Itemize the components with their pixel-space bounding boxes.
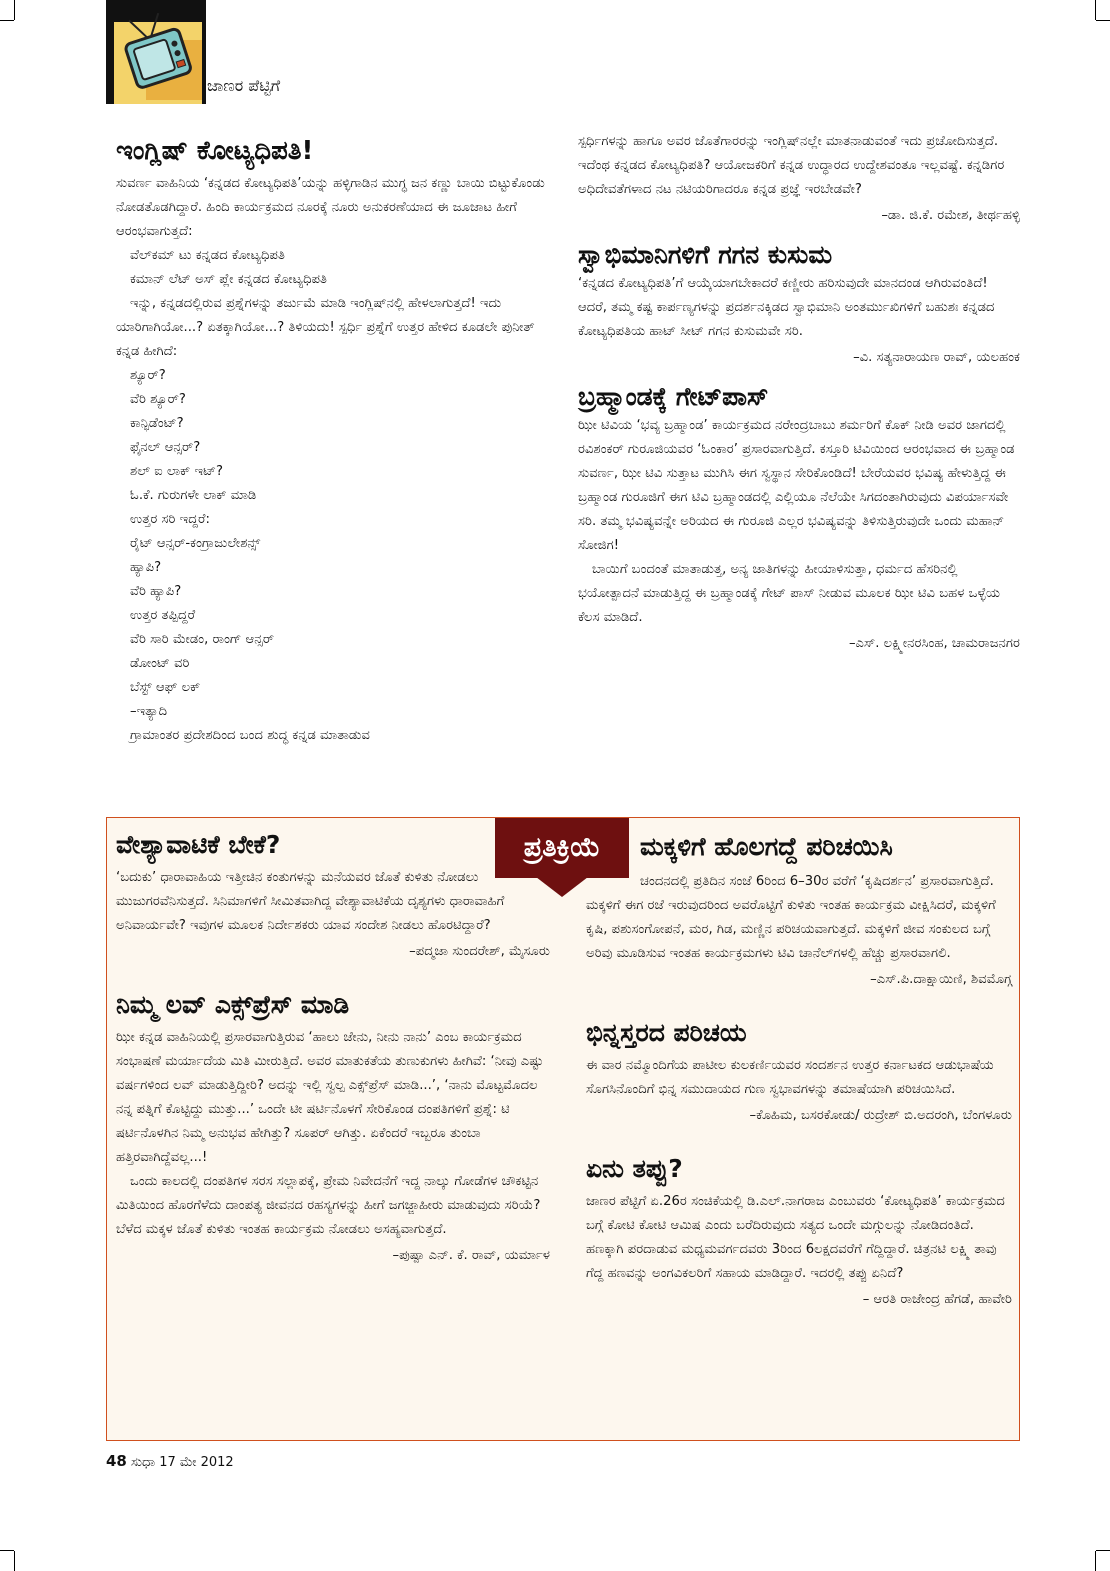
page-number: 48 [106,1452,127,1470]
letter-title: ವೇಶ್ಯಾವಾಟಿಕೆ ಬೇಕೆ? [116,830,281,859]
response-left-column [116,828,550,1278]
letter-title: ಭಿನ್ನಸ್ತರದ ಪರಿಚಯ [586,1018,747,1047]
crop-mark [1096,20,1110,21]
quote-line: ಓ.ಕೆ. ಗುರುಗಳೇ ಲಾಕ್ ಮಾಡಿ [130,488,257,503]
article-paragraph: ಝೀ ಟಿವಿಯ ‘ಭವ್ಯ ಬ್ರಹ್ಮಾಂಡ’ ಕಾರ್ಯಕ್ರಮದ ನರೇಂದ್ರಬಾಬು ಶರ್ಮರಿಗೆ ಕೊಕ್ ನೀಡಿ ಅವರ ಜಾಗದಲ್ಲಿ ರವಿಶಂಕರ್ ಗುರೂಜಿಯವರ ‘ಓಂಕಾರ’ ಪ್ರಸಾರವಾಗುತ್ತಿದೆ. ಕಸ್ತೂರಿ ಟಿವಿಯಿಂದ ಆರಂಭವಾದ ಈ ಬ್ರಹ್ಮಾಂಡ ಸುವರ್ಣ, ಝೀ ಟಿವಿ ಸುತ್ತಾಟ ಮುಗಿಸಿ ಈಗ ಸ್ವಸ್ಥಾನ ಸೇರಿಕೊಂಡಿದೆ! ಬೇರೆಯವರ ಭವಿಷ್ಯ ಹೇಳುತ್ತಿದ್ದ ಈ ಬ್ರಹ್ಮಾಂಡ ಗುರೂಜಿಗೆ ಈಗ ಟಿವಿ ಬ್ರಹ್ಮಾಂಡದಲ್ಲಿ ಎಲ್ಲಿಯೂ ನೆಲೆಯೇ ಸಿಗದಂತಾಗಿರುವುದು ವಿಪರ್ಯಾಸವೇ ಸರಿ. ತಮ್ಮ ಭವಿಷ್ಯವನ್ನೇ ಅರಿಯದ ಈ ಗುರೂಜಿ ಎಲ್ಲರ ಭವಿಷ್ಯವನ್ನು ತಿಳಿಸುತ್ತಿರುವುದೇ ಒಂದು ಮಹಾನ್ ಸೋಜಿಗ! [578,418,1015,553]
letter-title: ಏನು ತಪ್ಪು? [586,1154,683,1183]
letter-paragraph: ‘ಬದುಕು’ ಧಾರಾವಾಹಿಯ ಇತ್ತೀಚಿನ ಕಂತುಗಳನ್ನು ಮನೆಯವರ ಜೊತೆ ಕುಳಿತು ನೋಡಲು ಮುಜುಗರವೆನಿಸುತ್ತದೆ. ಸಿನಿಮಾಗಳಿಗೆ ಸೀಮಿತವಾಗಿದ್ದ ವೇಶ್ಯಾವಾಟಿಕೆಯ ದೃಶ್ಯಗಳು ಧಾರಾವಾಹಿಗೆ ಅನಿವಾರ್ಯವೇ? ಇವುಗಳ ಮೂಲಕ ನಿರ್ದೇಶಕರು ಯಾವ ಸಂದೇಶ ನೀಡಲು ಹೊರಟಿದ್ದಾರೆ? [116,870,505,933]
section-label: ಜಾಣರ ಪೆಟ್ಟಿಗೆ [207,76,281,95]
letter-title: ಮಕ್ಕಳಿಗೆ ಹೊಲಗದ್ದೆ ಪರಿಚಯಿಸಿ [640,832,893,861]
crop-mark [14,1551,15,1571]
quote-line: ವೆಲ್‌ಕಮ್ ಟು ಕನ್ನಡದ ಕೋಟ್ಯಧಿಪತಿ [130,248,285,263]
response-tag: ಪ್ರತಿಕ್ರಿಯೆ [495,818,629,878]
quote-line: ಉತ್ತರ ತಪ್ಪಿದ್ದರೆ [130,608,196,623]
right-column [578,130,1020,666]
article-paragraph: ಸುವರ್ಣ ವಾಹಿನಿಯ ‘ಕನ್ನಡದ ಕೋಟ್ಯಧಿಪತಿ’ಯನ್ನು ಹಳ್ಳಿಗಾಡಿನ ಮುಗ್ಧ ಜನ ಕಣ್ಣು ಬಾಯಿ ಬಿಟ್ಟುಕೊಂಡು ನೋಡತೊಡಗಿದ್ದಾರೆ. ಹಿಂದಿ ಕಾರ್ಯಕ್ರಮದ ನೂರಕ್ಕೆ ನೂರು ಅನುಕರಣೆಯಾದ ಈ ಜೂಜಾಟ ಹೀಗೆ ಆರಂಭವಾಗುತ್ತದೆ: [116,176,545,239]
author-signature: –ವಿ. ಸತ್ಯನಾರಾಯಣ ರಾವ್, ಯಲಹಂಕ [853,350,1020,365]
author-signature: –ಎಸ್.ಪಿ.ದಾಕ್ಷಾಯಿಣಿ, ಶಿವಮೊಗ್ಗ [870,972,1012,987]
quote-line: ಫೈನಲ್ ಆನ್ಸರ್? [130,440,201,455]
tv-logo [106,0,206,104]
page-footer [106,1452,234,1470]
quote-line: –ಇತ್ಯಾದಿ [130,704,168,719]
quote-line: ಬೆಸ್ಟ್ ಆಫ್ ಲಕ್ [130,680,201,695]
response-right-column [586,870,1012,1322]
article-paragraph: ಬಾಯಿಗೆ ಬಂದಂತೆ ಮಾತಾಡುತ್ತ, ಅನ್ಯ ಜಾತಿಗಳನ್ನು ಹೀಯಾಳಿಸುತ್ತಾ, ಧರ್ಮದ ಹೆಸರಿನಲ್ಲಿ ಭಯೋತ್ಪಾದನೆ ಮಾಡುತ್ತಿದ್ದ ಈ ಬ್ರಹ್ಮಾಂಡಕ್ಕೆ ಗೇಟ್ ಪಾಸ್ ನೀಡುವ ಮೂಲಕ ಝೀ ಟಿವಿ ಬಹಳ ಒಳ್ಳೆಯ ಕೆಲಸ ಮಾಡಿದೆ. [578,562,1001,625]
article-title: ಇಂಗ್ಲಿಷ್ ಕೋಟ್ಯಧಿಪತಿ! [116,136,314,166]
author-signature: – ಆರತಿ ರಾಜೇಂದ್ರ ಹೆಗಡೆ, ಹಾವೇರಿ [862,1292,1012,1307]
magazine-name: ಸುಧಾ [131,1455,156,1470]
quote-line: ಉತ್ತರ ಸರಿ ಇದ್ದರೆ: [130,512,210,527]
quote-line: ಕಮಾನ್ ಲೆಟ್ ಅಸ್ ಪ್ಲೇ ಕನ್ನಡದ ಕೋಟ್ಯಧಿಪತಿ [130,272,328,287]
author-signature: –ಕೊಹಿಮ, ಬಸರಕೋಡು/ ರುದ್ರೇಶ್ ಬಿ.ಅದರಂಗಿ, ಬೆಂಗಳೂರು [749,1108,1012,1123]
quote-line: ಗ್ರಾಮಾಂತರ ಪ್ರದೇಶದಿಂದ ಬಂದ ಶುದ್ಧ ಕನ್ನಡ ಮಾತಾಡುವ [130,728,370,743]
article-title: ಬ್ರಹ್ಮಾಂಡಕ್ಕೆ ಗೇಟ್‌ಪಾಸ್ [578,382,769,411]
author-signature: –ಪುಷ್ಪಾ ಎನ್. ಕೆ. ರಾವ್, ಯರ್ಮಾಳ [392,1248,550,1263]
quote-line: ಶ್ಯೂರ್? [130,368,166,383]
letter-paragraph: ಜಾಣರ ಪೆಟ್ಟಿಗೆ ಏ.26ರ ಸಂಚಿಕೆಯಲ್ಲಿ ಡಿ.ಎಲ್.ನಾಗರಾಜ ಎಂಬುವರು ‘ಕೋಟ್ಯಧಿಪತಿ’ ಕಾರ್ಯಕ್ರಮದ ಬಗ್ಗೆ ಕೋಟಿ ಕೋಟಿ ಆಮಿಷ ಎಂದು ಬರೆದಿರುವುದು ಸತ್ಯದ ಒಂದೇ ಮಗ್ಗುಲನ್ನು ನೋಡಿದಂತಿದೆ. ಹಣಕ್ಕಾಗಿ ಪರದಾಡುವ ಮಧ್ಯಮವರ್ಗದವರು 3ರಿಂದ 6ಲಕ್ಷದವರೆಗೆ ಗೆದ್ದಿದ್ದಾರೆ. ಚಿತ್ರನಟಿ ಲಕ್ಷ್ಮಿ ತಾವು ಗೆದ್ದ ಹಣವನ್ನು ಅಂಗವಿಕಲರಿಗೆ ಸಹಾಯ ಮಾಡಿದ್ದಾರೆ. ಇದರಲ್ಲಿ ತಪ್ಪು ಏನಿದೆ? [586,1194,1005,1281]
tv-icon [106,0,206,104]
letter-paragraph: ಒಂದು ಕಾಲದಲ್ಲಿ ದಂಪತಿಗಳ ಸರಸ ಸಲ್ಲಾಪಕ್ಕೆ, ಪ್ರೇಮ ನಿವೇದನೆಗೆ ಇದ್ದ ನಾಲ್ಕು ಗೋಡೆಗಳ ಚೌಕಟ್ಟಿನ ಮಿತಿಯಿಂದ ಹೊರಗೆಳೆದು ದಾಂಪತ್ಯ ಜೀವನದ ರಹಸ್ಯಗಳನ್ನು ಹೀಗೆ ಜಗಜ್ಜಾಹೀರು ಮಾಡುವುದು ಸರಿಯೆ? ಬೆಳೆದ ಮಕ್ಕಳ ಜೊತೆ ಕುಳಿತು ಇಂತಹ ಕಾರ್ಯಕ್ರಮ ನೋಡಲು ಅಸಹ್ಯವಾಗುತ್ತದೆ. [116,1174,541,1237]
quote-line: ವೆರಿ ಶ್ಯೂರ್? [130,392,186,407]
letter-paragraph: ಚಂದನದಲ್ಲಿ ಪ್ರತಿದಿನ ಸಂಜೆ 6ರಿಂದ 6–30ರ ವರೆಗೆ ‘ಕೃಷಿದರ್ಶನ’ ಪ್ರಸಾರವಾಗುತ್ತಿದೆ. ಮಕ್ಕಳಿಗೆ ಈಗ ರಜೆ ಇರುವುದರಿಂದ ಅವರೊಟ್ಟಿಗೆ ಕುಳಿತು ಇಂತಹ ಕಾರ್ಯಕ್ರಮ ವೀಕ್ಷಿಸಿದರೆ, ಮಕ್ಕಳಿಗೆ ಕೃಷಿ, ಪಶುಸಂಗೋಪನೆ, ಮರ, ಗಿಡ, ಮಣ್ಣಿನ ಪರಿಚಯವಾಗುತ್ತದೆ. ಮಕ್ಕಳಿಗೆ ಜೀವ ಸಂಕುಲದ ಬಗ್ಗೆ ಅರಿವು ಮೂಡಿಸುವ ಇಂತಹ ಕಾರ್ಯಕ್ರಮಗಳು ಟಿವಿ ಚಾನೆಲ್‌ಗಳಲ್ಲಿ ಹೆಚ್ಚು ಪ್ರಸಾರವಾಗಲಿ. [586,874,996,961]
quote-line: ರೈಟ್ ಆನ್ಸರ್-ಕಂಗ್ರಾಜುಲೇಶನ್ಸ್ [130,536,261,551]
issue-date: 17 ಮೇ 2012 [159,1455,234,1470]
crop-mark [1095,1551,1096,1571]
crop-mark [1096,1550,1110,1551]
quote-line: ಹ್ಯಾಪಿ? [130,560,162,575]
quote-line: ಡೋಂಟ್ ವರಿ [130,656,190,671]
quote-line: ಕಾನ್ಫಿಡೆಂಟ್? [130,416,184,431]
author-signature: –ಎಸ್. ಲಕ್ಷ್ಮೀನರಸಿಂಹ, ಚಾಮರಾಜನಗರ [848,636,1020,651]
article-paragraph: ‘ಕನ್ನಡದ ಕೋಟ್ಯಧಿಪತಿ’ಗೆ ಆಯ್ಕೆಯಾಗಬೇಕಾದರೆ ಕಣ್ಣೀರು ಹರಿಸುವುದೇ ಮಾನದಂಡ ಆಗಿರುವಂತಿದೆ! ಆದರೆ, ತಮ್ಮ ಕಷ್ಟ ಕಾರ್ಪಣ್ಯಗಳನ್ನು ಪ್ರದರ್ಶನಕ್ಕಿಡದ ಸ್ವಾಭಿಮಾನಿ ಅಂತರ್ಮುಖಿಗಳಿಗೆ ಬಹುಶಃ ಕನ್ನಡದ ಕೋಟ್ಯಧಿಪತಿಯ ಹಾಟ್ ಸೀಟ್ ಗಗನ ಕುಸುಮವೇ ಸರಿ. [578,276,995,339]
letter-paragraph: ಈ ವಾರ ನಮ್ಮೊಂದಿಗೆಯ ಪಾಟೀಲ ಕುಲಕರ್ಣಿಯವರ ಸಂದರ್ಶನ ಉತ್ತರ ಕರ್ನಾಟಕದ ಆಡುಭಾಷೆಯ ಸೊಗಸಿನೊಂದಿಗೆ ಭಿನ್ನ ಸಮುದಾಯದ ಗುಣ ಸ್ವಭಾವಗಳನ್ನು ತಮಾಷೆಯಾಗಿ ಪರಿಚಯಿಸಿದೆ. [586,1058,994,1097]
crop-mark [1095,0,1096,20]
quote-line: ವೆರಿ ಹ್ಯಾಪಿ? [130,584,182,599]
letter-title: ನಿಮ್ಮ ಲವ್ ಎಕ್ಸ್‌ಪ್ರೆಸ್ ಮಾಡಿ [116,990,350,1019]
letter-paragraph: ಝೀ ಕನ್ನಡ ವಾಹಿನಿಯಲ್ಲಿ ಪ್ರಸಾರವಾಗುತ್ತಿರುವ ‘ಹಾಲು ಜೇನು, ನೀನು ನಾನು’ ಎಂಬ ಕಾರ್ಯಕ್ರಮದ ಸಂಭಾಷಣೆ ಮರ್ಯಾದೆಯ ಮಿತಿ ಮೀರುತ್ತಿದೆ. ಅವರ ಮಾತುಕತೆಯ ತುಣುಕುಗಳು ಹೀಗಿವೆ: ‘ನೀವು ಎಷ್ಟು ವರ್ಷಗಳಿಂದ ಲವ್ ಮಾಡುತ್ತಿದ್ದೀರಿ? ಅದನ್ನು ಇಲ್ಲಿ ಸ್ವಲ್ಪ ಎಕ್ಸ್‌ಪ್ರೆಸ್ ಮಾಡಿ...’, ‘ನಾನು ಮೊಟ್ಟಮೊದಲ ನನ್ನ ಪತ್ನಿಗೆ ಕೊಟ್ಟಿದ್ದು ಮುತ್ತು...’ ಒಂದೇ ಟೀ ಷರ್ಟಿನೊಳಗೆ ಸೇರಿಕೊಂಡ ದಂಪತಿಗಳಿಗೆ ಪ್ರಶ್ನೆ: ಟಿ ಷರ್ಟಿನೊಳಗಿನ ನಿಮ್ಮ ಅನುಭವ ಹೇಗಿತ್ತು? ಸೂಪರ್ ಆಗಿತ್ತು. ಏಕೆಂದರೆ ಇಬ್ಬರೂ ತುಂಬಾ ಹತ್ತಿರವಾಗಿದ್ದೆವಲ್ಲ...! [116,1030,544,1165]
left-column [116,134,548,748]
author-signature: –ಪದ್ಮಜಾ ಸುಂದರೇಶ್, ಮೈಸೂರು [409,944,550,959]
article-paragraph: ಸ್ಪರ್ಧಿಗಳನ್ನು ಹಾಗೂ ಅವರ ಜೊತೆಗಾರರನ್ನು ಇಂಗ್ಲಿಷ್‌ನಲ್ಲೇ ಮಾತನಾಡುವಂತೆ ಇದು ಪ್ರಚೋದಿಸುತ್ತದೆ. ಇದೆಂಥ ಕನ್ನಡದ ಕೋಟ್ಯಧಿಪತಿ? ಆಯೋಜಕರಿಗೆ ಕನ್ನಡ ಉದ್ಧಾರದ ಉದ್ದೇಶವಂತೂ ಇಲ್ಲವಷ್ಟೆ. ಕನ್ನಡಿಗರ ಅಧಿದೇವತೆಗಳಾದ ನಟ ನಟಿಯರಿಗಾದರೂ ಕನ್ನಡ ಪ್ರಜ್ಞೆ ಇರಬೇಡವೇ? [578,134,1005,197]
article-title: ಸ್ವಾಭಿಮಾನಿಗಳಿಗೆ ಗಗನ ಕುಸುಮ [578,240,833,269]
article-paragraph: ಇನ್ನು, ಕನ್ನಡದಲ್ಲಿರುವ ಪ್ರಶ್ನೆಗಳನ್ನು ತರ್ಜುಮೆ ಮಾಡಿ ಇಂಗ್ಲಿಷ್‌ನಲ್ಲಿ ಹೇಳಲಾಗುತ್ತದೆ! ಇದು ಯಾರಿಗಾಗಿಯೋ...? ಏತಕ್ಕಾಗಿಯೋ...? ತಿಳಿಯದು! ಸ್ಪರ್ಧಿ ಪ್ರಶ್ನೆಗೆ ಉತ್ತರ ಹೇಳಿದ ಕೂಡಲೇ ಪುನೀತ್ ಕನ್ನಡ ಹೀಗಿದೆ: [116,296,535,359]
quote-line: ವೆರಿ ಸಾರಿ ಮೇಡಂ, ರಾಂಗ್ ಆನ್ಸರ್ [130,632,275,647]
crop-mark [0,20,14,21]
crop-mark [0,1550,14,1551]
author-signature: –ಡಾ. ಜಿ.ಕೆ. ರಮೇಶ, ತೀರ್ಥಹಳ್ಳಿ [881,208,1020,223]
crop-mark [14,0,15,20]
quote-line: ಶಲ್ ಐ ಲಾಕ್ ಇಟ್? [130,464,224,479]
